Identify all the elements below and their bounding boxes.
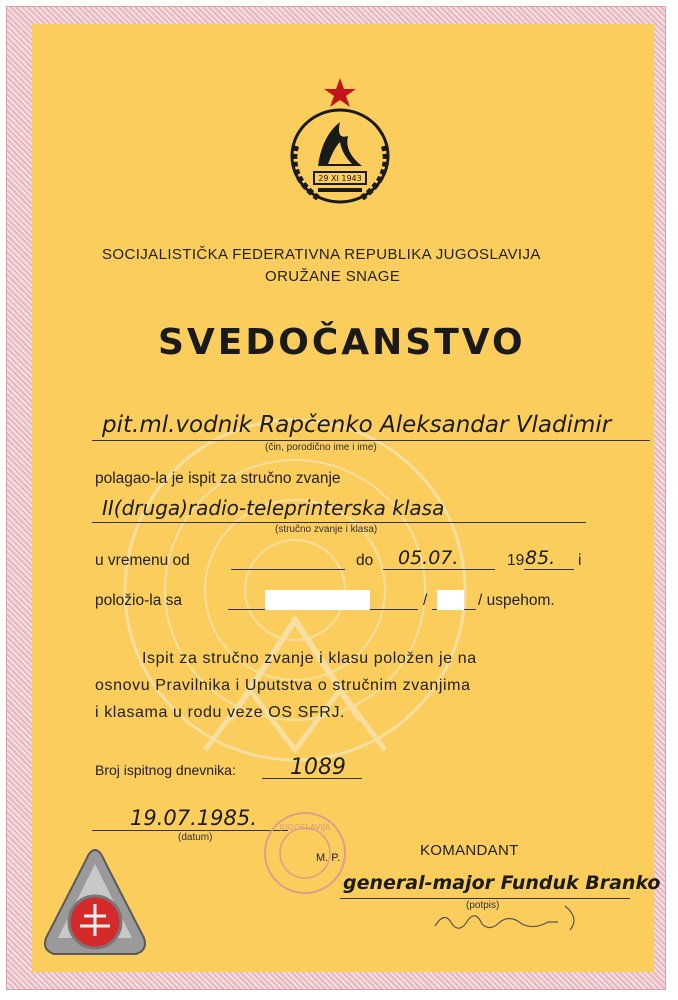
signals-badge-icon xyxy=(36,846,154,964)
journal-value: 1089 xyxy=(290,755,346,780)
commander-role: KOMANDANT xyxy=(420,842,519,859)
body-line-1: Ispit za stručno zvanje i klasu položen je na xyxy=(142,650,477,667)
grade-separator: / xyxy=(423,592,428,609)
stamp-text: JUGOSLAVIJA xyxy=(279,823,331,832)
rank-value: II(druga)radio-teleprinterska klasa xyxy=(102,496,445,520)
armed-forces-label: ORUŽANE SNAGE xyxy=(265,268,401,285)
document-title: SVEDOČANSTVO xyxy=(158,322,526,363)
person-name-value: pit.ml.vodnik Rapčenko Aleksandar Vladimir xyxy=(102,412,612,438)
redacted-grade-number xyxy=(437,590,464,610)
year-prefix: 19 xyxy=(507,552,525,569)
commander-name: general-major Funduk Branko xyxy=(343,872,661,894)
journal-line xyxy=(262,778,362,779)
from-date-line xyxy=(231,569,345,570)
mp-label: M. P. xyxy=(316,852,341,864)
date-line xyxy=(92,830,288,831)
handwritten-signature xyxy=(430,898,590,938)
body-line-2: osnovu Pravilnika i Uputstva o stručnim zvanjima xyxy=(95,677,471,694)
redacted-grade-word xyxy=(265,590,370,610)
to-date-value: 05.07. xyxy=(398,547,459,569)
year-value: 85. xyxy=(525,547,556,569)
exam-intro: polagao-la je ispit za stručno zvanje xyxy=(95,470,341,487)
passed-label: položio-la sa xyxy=(95,592,183,609)
emblem-date-text: 29 XI 1943 xyxy=(318,174,362,183)
year-line xyxy=(524,569,574,570)
yugoslav-coat-of-arms xyxy=(278,76,402,206)
signature-caption: (potpis) xyxy=(466,900,500,911)
name-underline xyxy=(92,440,650,441)
name-caption: (čin, porodično ime i ime) xyxy=(265,442,377,453)
issue-date-value: 19.07.1985. xyxy=(130,806,257,830)
year-suffix: i xyxy=(578,552,582,569)
rank-underline xyxy=(92,522,586,523)
to-date-line xyxy=(383,569,495,570)
country-name: SOCIJALISTIČKA FEDERATIVNA REPUBLIKA JUGOSLAVIJA xyxy=(102,246,541,263)
period-to-label: do xyxy=(356,552,374,569)
passed-suffix: / uspehom. xyxy=(478,592,555,609)
rank-caption: (stručno zvanje i klasa) xyxy=(275,524,378,535)
body-line-3: i klasama u rodu veze OS SFRJ. xyxy=(95,704,346,721)
date-caption: (datum) xyxy=(178,832,213,843)
period-from-label: u vremenu od xyxy=(95,552,190,569)
journal-label: Broj ispitnog dnevnika: xyxy=(95,762,236,778)
